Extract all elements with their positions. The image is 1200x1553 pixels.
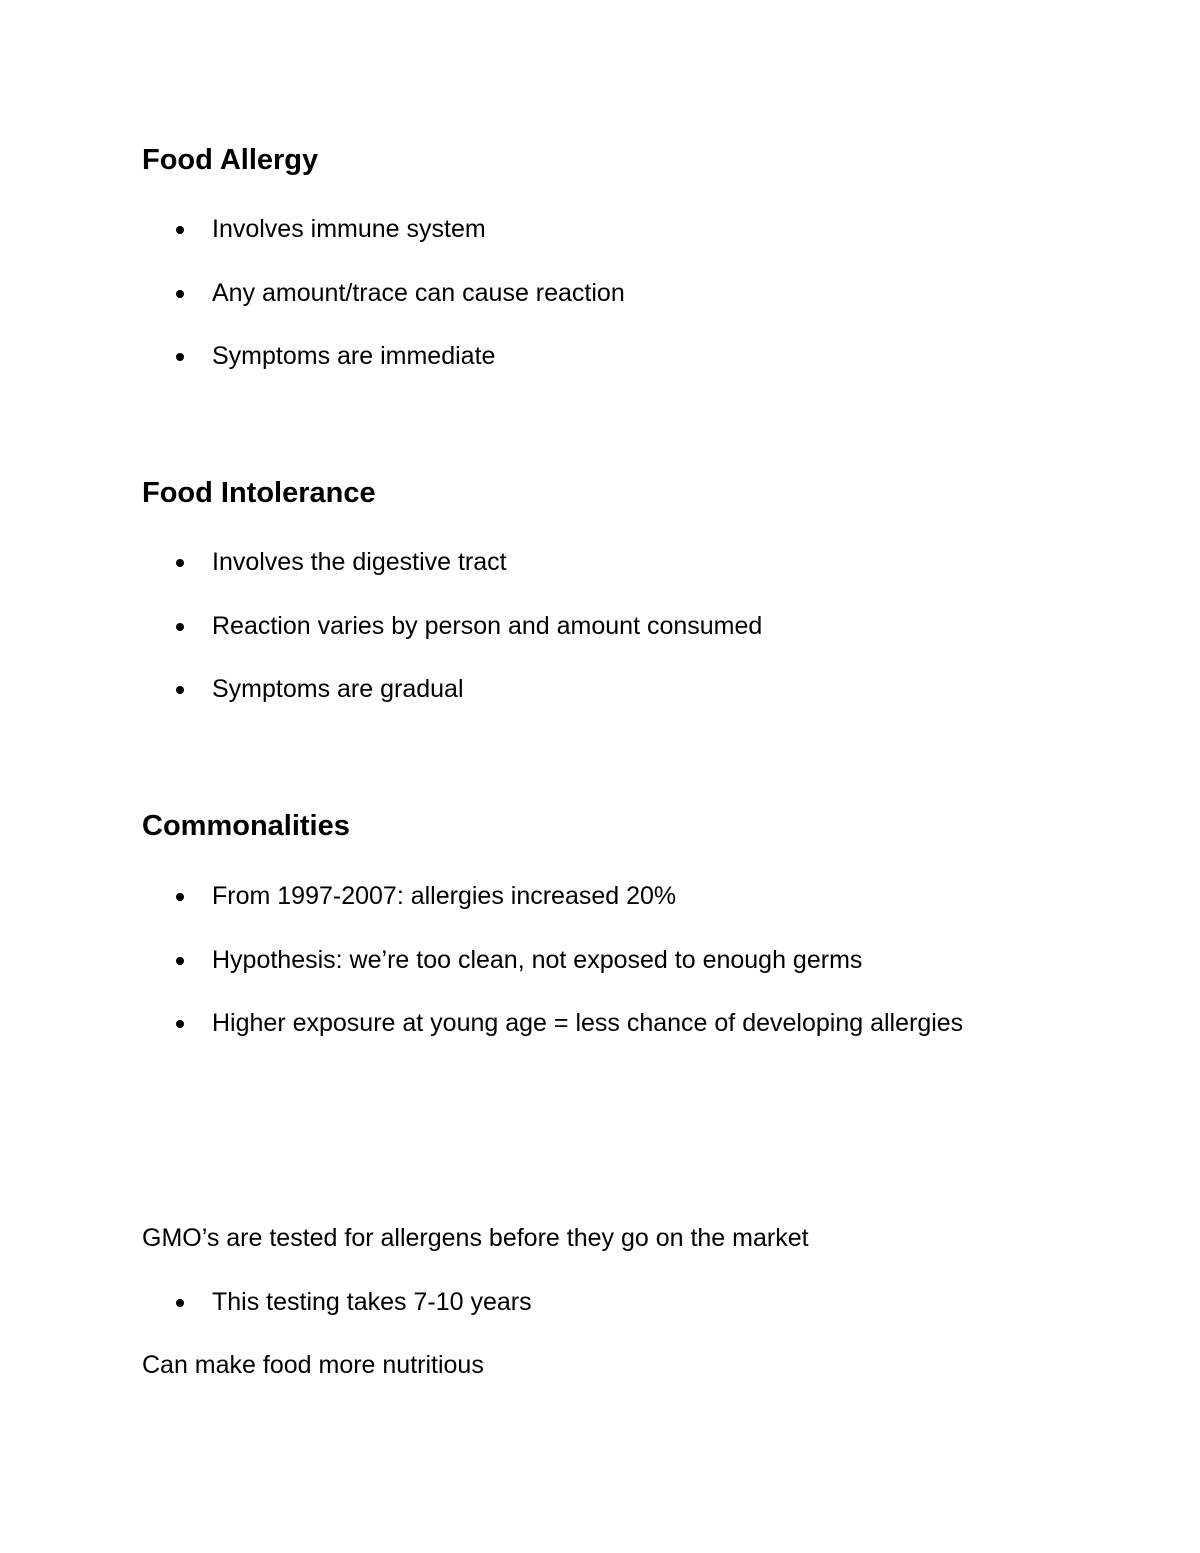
gmo-paragraph: GMO’s are tested for allergens before they go on the market (142, 1224, 809, 1252)
bullet-icon (176, 957, 184, 965)
bullet-icon (176, 226, 184, 234)
list-item-text: Reaction varies by person and amount consumed (212, 611, 763, 640)
list-item-text: This testing takes 7-10 years (212, 1288, 532, 1316)
bullet-icon (176, 893, 184, 901)
list-item-text: Symptoms are gradual (212, 675, 464, 703)
list-item-text: Involves immune system (212, 215, 486, 243)
section-heading-commonalities: Commonalities (142, 810, 350, 842)
section-heading-food-intolerance: Food Intolerance (142, 477, 376, 509)
list-item-text: Hypothesis: we’re too clean, not exposed to enough germs (212, 945, 863, 974)
list-item-text: Involves the digestive tract (212, 548, 507, 576)
list-item-text: Symptoms are immediate (212, 342, 496, 370)
bullet-icon (176, 353, 184, 361)
list-item-text: From 1997-2007: allergies increased 20% (212, 882, 677, 910)
bullet-icon (176, 290, 184, 298)
list-item-text: Higher exposure at young age = less chance of developing allergies (212, 1009, 964, 1037)
bullet-icon (176, 1020, 184, 1028)
bullet-icon (176, 1299, 184, 1307)
section-heading-food-allergy: Food Allergy (142, 144, 319, 176)
closing-paragraph: Can make food more nutritious (142, 1351, 484, 1379)
bullet-icon (176, 623, 184, 631)
bullet-icon (176, 686, 184, 694)
list-item-text: Any amount/trace can cause reaction (212, 278, 625, 307)
bullet-icon (176, 559, 184, 567)
